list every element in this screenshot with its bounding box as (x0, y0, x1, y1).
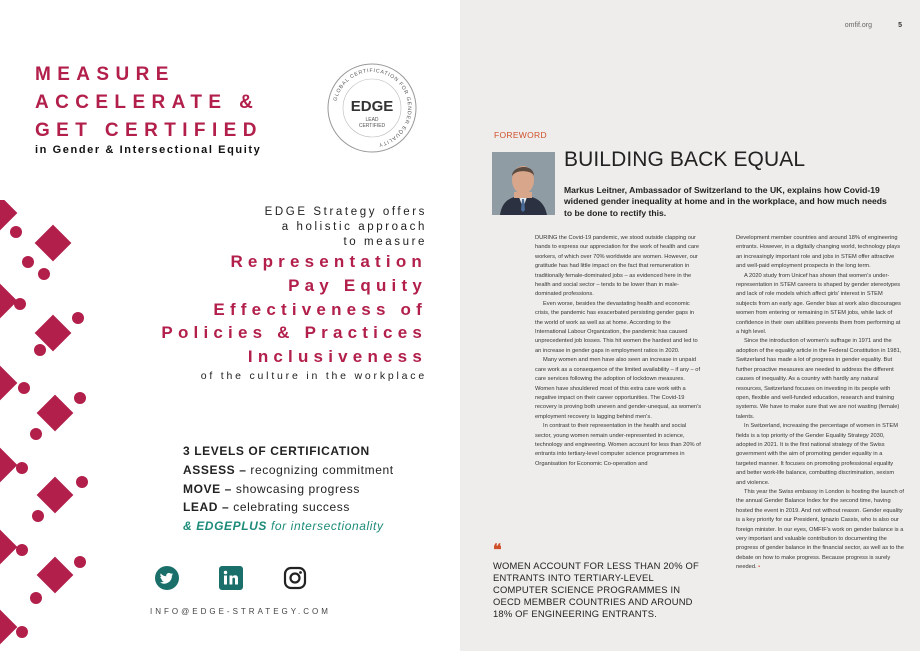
twitter-icon[interactable] (155, 566, 179, 590)
certification-levels (183, 444, 453, 535)
section-label: FOREWORD (494, 130, 547, 140)
paragraph: Since the introduction of women's suffrage in 1971 and the adoption of the equality article in the Federal Constitution in 1981, Switzerland has made a lot of progress in gender equality. But further proactive measures are needed to address the different causes of inequality. As a country with hardly any natural resources, Switzerland focuses on investing in its people with open, flexible and well-funded education, research and training systems. We have to make sure that we are not wasting (female) talents. (736, 338, 902, 420)
decorative-pattern (0, 200, 110, 651)
quote-icon: ❝ (493, 542, 502, 559)
level-lead: LEAD – celebrating success (183, 500, 351, 514)
author-photo (492, 152, 555, 215)
contact-email[interactable]: INFO@EDGE-STRATEGY.COM (150, 607, 331, 616)
end-mark: • (758, 564, 761, 571)
strategy-pay-equity: Pay Equity (288, 276, 427, 295)
heading-accelerate: ACCELERATE & (35, 92, 260, 113)
level-assess: ASSESS – recognizing commitment (183, 463, 394, 477)
strategy-policies: Policies & Practices (161, 323, 427, 342)
paragraph: This year the Swiss embassy in London is hosting the launch of the annual Gender Balance Index for the second time, having hosted the event in 2019. And not without reason. Gender equality is a key priority for our President, Ignazio Cassis, who is also our foreign minister. In our eyes, OMFIF's work on gender balance is a very important and valuable contribution to documenting the progress of gender balance in the financial sector, as well as to the debate on how to make progress. Because progress is surely needed. • (736, 488, 904, 571)
heading-measure: MEASURE (35, 64, 175, 85)
paragraph: DURING the Covid-19 pandemic, we stood outside clapping our hands to express our appreciation for the work of health and care workers, of which over 70% worldwide are women. However, our gratitude has had little impact on the fact that remuneration in traditionally female-dominated jobs – as evidenced here in the health and social sector – tends to be lower than in male-dominated professions. (535, 235, 700, 298)
subheading: in Gender & Intersectional Equity (35, 144, 262, 156)
heading-get-certified: GET CERTIFIED (35, 120, 263, 141)
strategy-inclusiveness: Inclusiveness (247, 347, 427, 366)
strategy-effectiveness: Effectiveness of (213, 300, 427, 319)
strategy-representation: Representation (230, 252, 427, 271)
paragraph: In contrast to their representation in the health and social sector, young women remain under-represented in science, technology and engineering. Women account for less than 20% of entrants into tertiary-level computer science programmes in Organisation for Economic Co-operation and (535, 423, 701, 467)
paragraph: Many women and men have also seen an increase in unpaid care work as a consequence of the limited availability – if any – of care services following the adoption of lockdown measures. Women have shouldered most of this extra care work with a negative impact on their career opportunities. The Covid-19 recovery is proving both uneven and gender-unequal, as women's employment recovery is lagging behind men's. (535, 357, 702, 420)
strategy-line-1: EDGE Strategy offers (264, 206, 427, 218)
site-url: omfif.org (844, 22, 872, 29)
levels-title: 3 LEVELS OF CERTIFICATION (183, 444, 370, 458)
strategy-closing: of the culture in the workplace (200, 370, 427, 382)
strategy-line-3: to measure (343, 236, 427, 248)
badge-ring-text: GLOBAL CERTIFICATION FOR GENDER EQUALITY (332, 67, 413, 148)
article-headline: BUILDING BACK EQUAL (564, 148, 806, 171)
edge-certified-badge (326, 62, 418, 154)
pull-quote: WOMEN ACCOUNT FOR LESS THAN 20% OF ENTRANTS INTO TERTIARY-LEVEL COMPUTER SCIENCE PROGRAMMES IN OECD MEMBER COUNTRIES AND AROUND 18% OF ENGINEERING ENTRANTS. (493, 560, 699, 619)
body-column-2 (736, 234, 904, 573)
level-move: MOVE – showcasing progress (183, 481, 361, 496)
paragraph: Development member countries and around 18% of engineering entrants. However, in a digitally changing world, technology plays an increasingly important role and jobs in STEM offer attractive and well-paid employment prospects in the long term. (736, 235, 901, 270)
paragraph: Even worse, besides the devastating health and economic crisis, the pandemic has exacerbated persisting gender gaps in the world of work as well as at home. According to the International Labour Organization, the pandemic has caused unprecedented job losses. This hit women the hardest and led to an increase in gender gaps in employment ratios in 2020. (535, 300, 698, 354)
body-column-1 (535, 234, 703, 469)
strategy-line-2: a holistic approach (281, 221, 427, 233)
linkedin-icon[interactable] (219, 566, 243, 590)
badge-logo: EDGE (350, 98, 394, 115)
badge-level: LEAD (365, 117, 379, 123)
badge-certified: CERTIFIED (358, 123, 386, 129)
instagram-icon[interactable] (283, 566, 307, 590)
level-edgeplus: & EDGEPLUS for intersectionality (183, 518, 384, 533)
foreword-page (460, 0, 920, 651)
paragraph: A 2020 study from Unicef has shown that women's under-representation in STEM careers is shaped by gender stereotypes and lack of role models which affect girls' interest in STEM subjects from an early age. Gender bias at work also discourages women from entering or remaining in STEM jobs, while lack of confidence in their own abilities prevents them from performing at a high level. (736, 272, 902, 336)
page-number: 5 (898, 22, 902, 29)
article-lede: Markus Leitner, Ambassador of Switzerland to the UK, explains how Covid-19 widened gender inequality at home and in the workplace, and how much needs to be done to rectify this. (564, 185, 887, 218)
paragraph: In Switzerland, increasing the percentage of women in STEM fields is a top priority of the Gender Equality Strategy 2030, adopted in 2021. It is the first national strategy of the Swiss government with the aim of promoting gender equality in a targeted manner. It focuses on promoting professional equality and better work-life balance, combatting discrimination, sexism and violence. (736, 423, 898, 486)
